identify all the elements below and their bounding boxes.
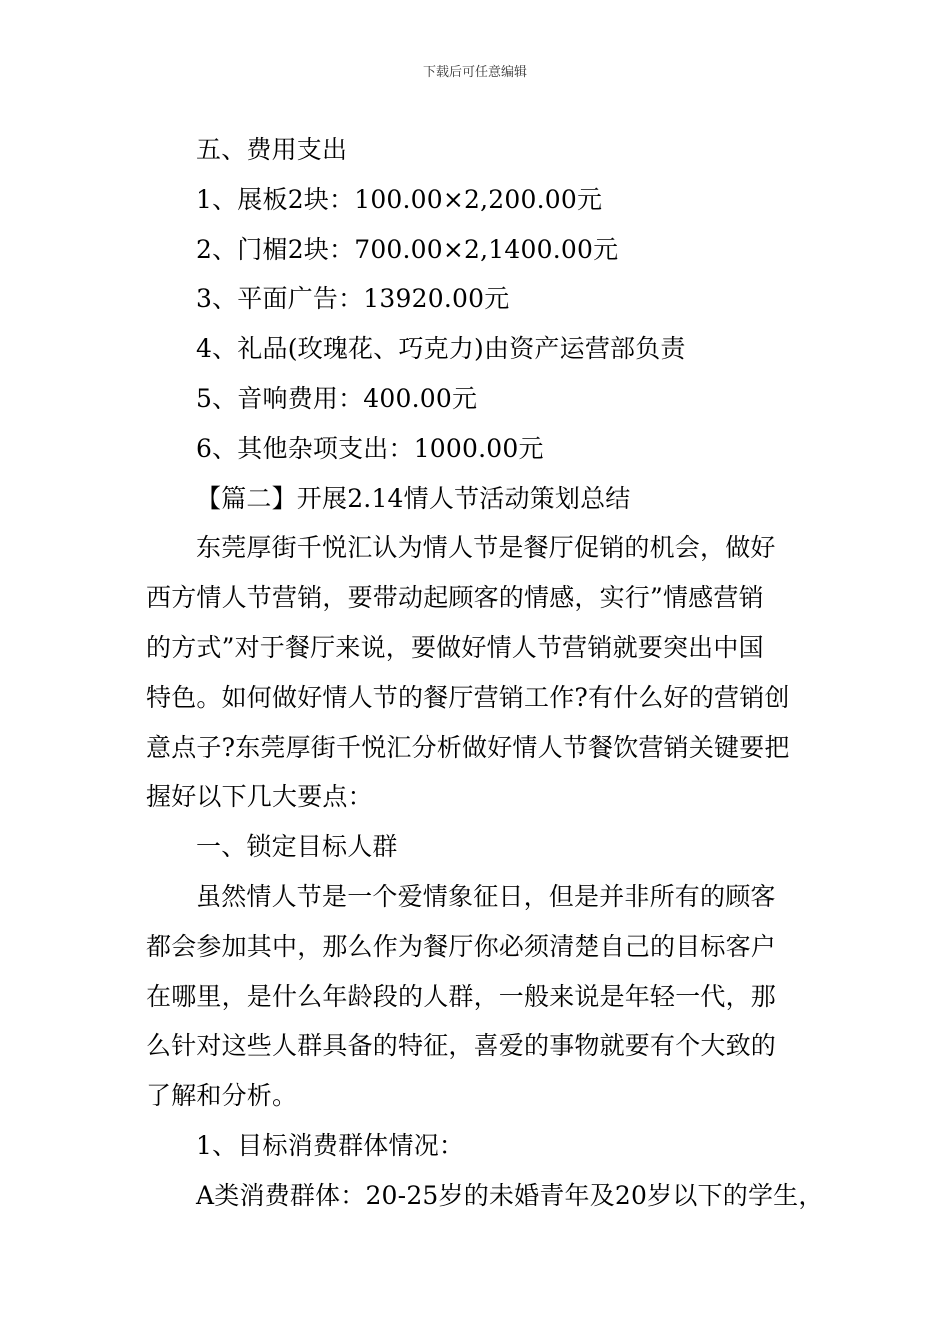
text-line: 都会参加其中，那么作为餐厅你必须清楚自己的目标客户 [146,932,777,961]
text-line: 东莞厚街千悦汇认为情人节是餐厅促销的机会，做好 [196,533,776,562]
text-line: 的方式”对于餐厅来说，要做好情人节营销就要突出中国 [146,633,764,662]
text-line: 4、礼品(玫瑰花、巧克力)由资产运营部负责 [196,334,686,363]
text-line: 在哪里，是什么年龄段的人群，一般来说是年轻一代，那 [146,982,777,1011]
text-line: 5、音响费用：400.00元 [196,384,478,413]
text-line: A类消费群体：20-25岁的未婚青年及20岁以下的学生， [196,1181,824,1210]
text-line: 2、门楣2块：700.00×2,1400.00元 [196,235,619,264]
text-line: 一、锁定目标人群 [196,832,398,861]
text-line: 虽然情人节是一个爱情象征日，但是并非所有的顾客 [196,882,776,911]
page-header: 下载后可任意编辑 [422,65,527,80]
text-line: 6、其他杂项支出：1000.00元 [196,434,544,463]
text-line: 么针对这些人群具备的特征，喜爱的事物就要有个大致的 [146,1031,777,1060]
text-line: 西方情人节营销，要带动起顾客的情感，实行”情感营销 [146,583,764,612]
text-line: 意点子?东莞厚街千悦汇分析做好情人节餐饮营销关键要把 [146,733,790,762]
text-line: 了解和分析。 [146,1081,298,1110]
text-line: 【篇二】开展2.14情人节活动策划总结 [196,484,631,513]
text-line: 1、目标消费群体情况： [196,1131,465,1160]
text-line: 3、平面广告：13920.00元 [196,284,510,313]
text-line: 特色。如何做好情人节的餐厅营销工作?有什么好的营销创 [146,683,790,712]
text-line: 五、费用支出 [196,135,348,164]
text-line: 1、展板2块：100.00×2,200.00元 [196,185,603,214]
text-line: 握好以下几大要点： [146,782,373,811]
